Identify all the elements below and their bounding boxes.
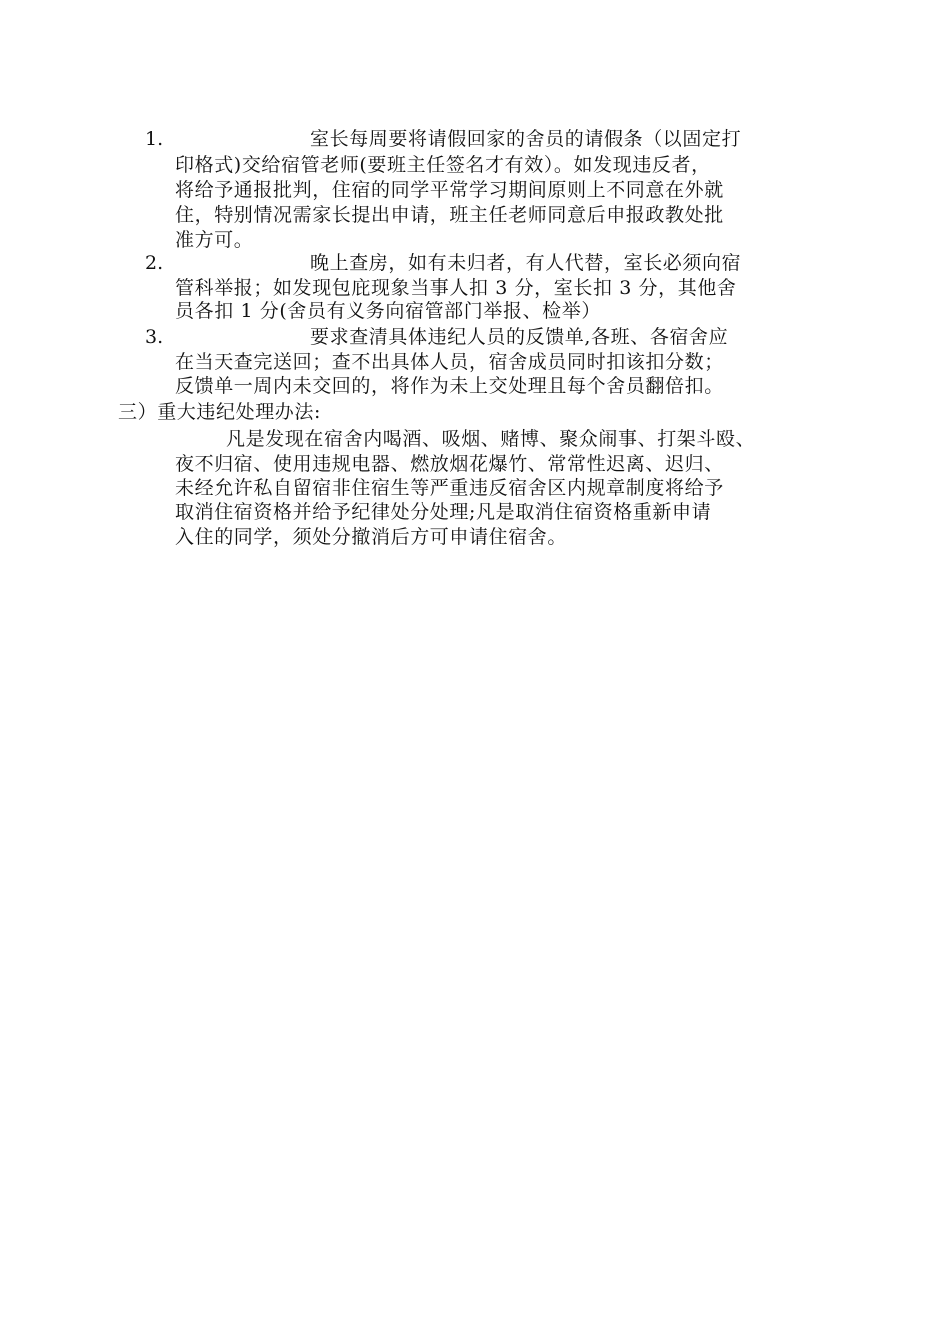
item-1-line-3: 将给予通报批判，住宿的同学平常学习期间原则上不同意在外就 (175, 179, 724, 201)
item-3-line-2: 在当天查完送回；查不出具体人员，宿舍成员同时扣该扣分数； (175, 351, 724, 373)
item-1-line-5: 准方可。 (175, 229, 254, 251)
item-3-number: 3. (145, 326, 164, 348)
section-3-line-3: 未经允许私自留宿非住宿生等严重违反宿舍区内规章制度将给予 (175, 477, 724, 499)
item-1-line-1: 室长每周要将请假回家的舍员的请假条（以固定打 (310, 128, 742, 150)
section-3-line-4: 取消住宿资格并给予纪律处分处理;凡是取消住宿资格重新申请 (175, 501, 712, 523)
item-2-line-1: 晚上查房，如有未归者，有人代替，室长必须向宿 (310, 252, 742, 274)
section-3-heading: 三）重大违纪处理办法: (118, 401, 322, 423)
item-2-line-2: 管科举报；如发现包庇现象当事人扣 3 分，室长扣 3 分，其他舍 (175, 277, 737, 299)
item-2-number: 2. (145, 252, 164, 274)
section-3-line-2: 夜不归宿、使用违规电器、燃放烟花爆竹、常常性迟离、迟归、 (175, 453, 724, 475)
item-1-line-4: 住，特别情况需家长提出申请，班主任老师同意后申报政教处批 (175, 204, 724, 226)
section-3-line-5: 入住的同学，须处分撤消后方可申请住宿舍。 (175, 526, 568, 548)
item-2-line-3: 员各扣 1 分(舍员有义务向宿管部门举报、检举） (175, 300, 601, 322)
item-3-line-1: 要求查清具体违纪人员的反馈单,各班、各宿舍应 (310, 326, 729, 348)
section-3-line-1: 凡是发现在宿舍内喝酒、吸烟、赌博、聚众闹事、打架斗殴、 (226, 428, 756, 450)
item-1-line-2: 印格式)交给宿管老师(要班主任签名才有效）。如发现违反者， (175, 154, 711, 176)
item-1-number: 1. (145, 128, 164, 150)
item-3-line-3: 反馈单一周内未交回的，将作为未上交处理且每个舍员翻倍扣。 (175, 375, 724, 397)
